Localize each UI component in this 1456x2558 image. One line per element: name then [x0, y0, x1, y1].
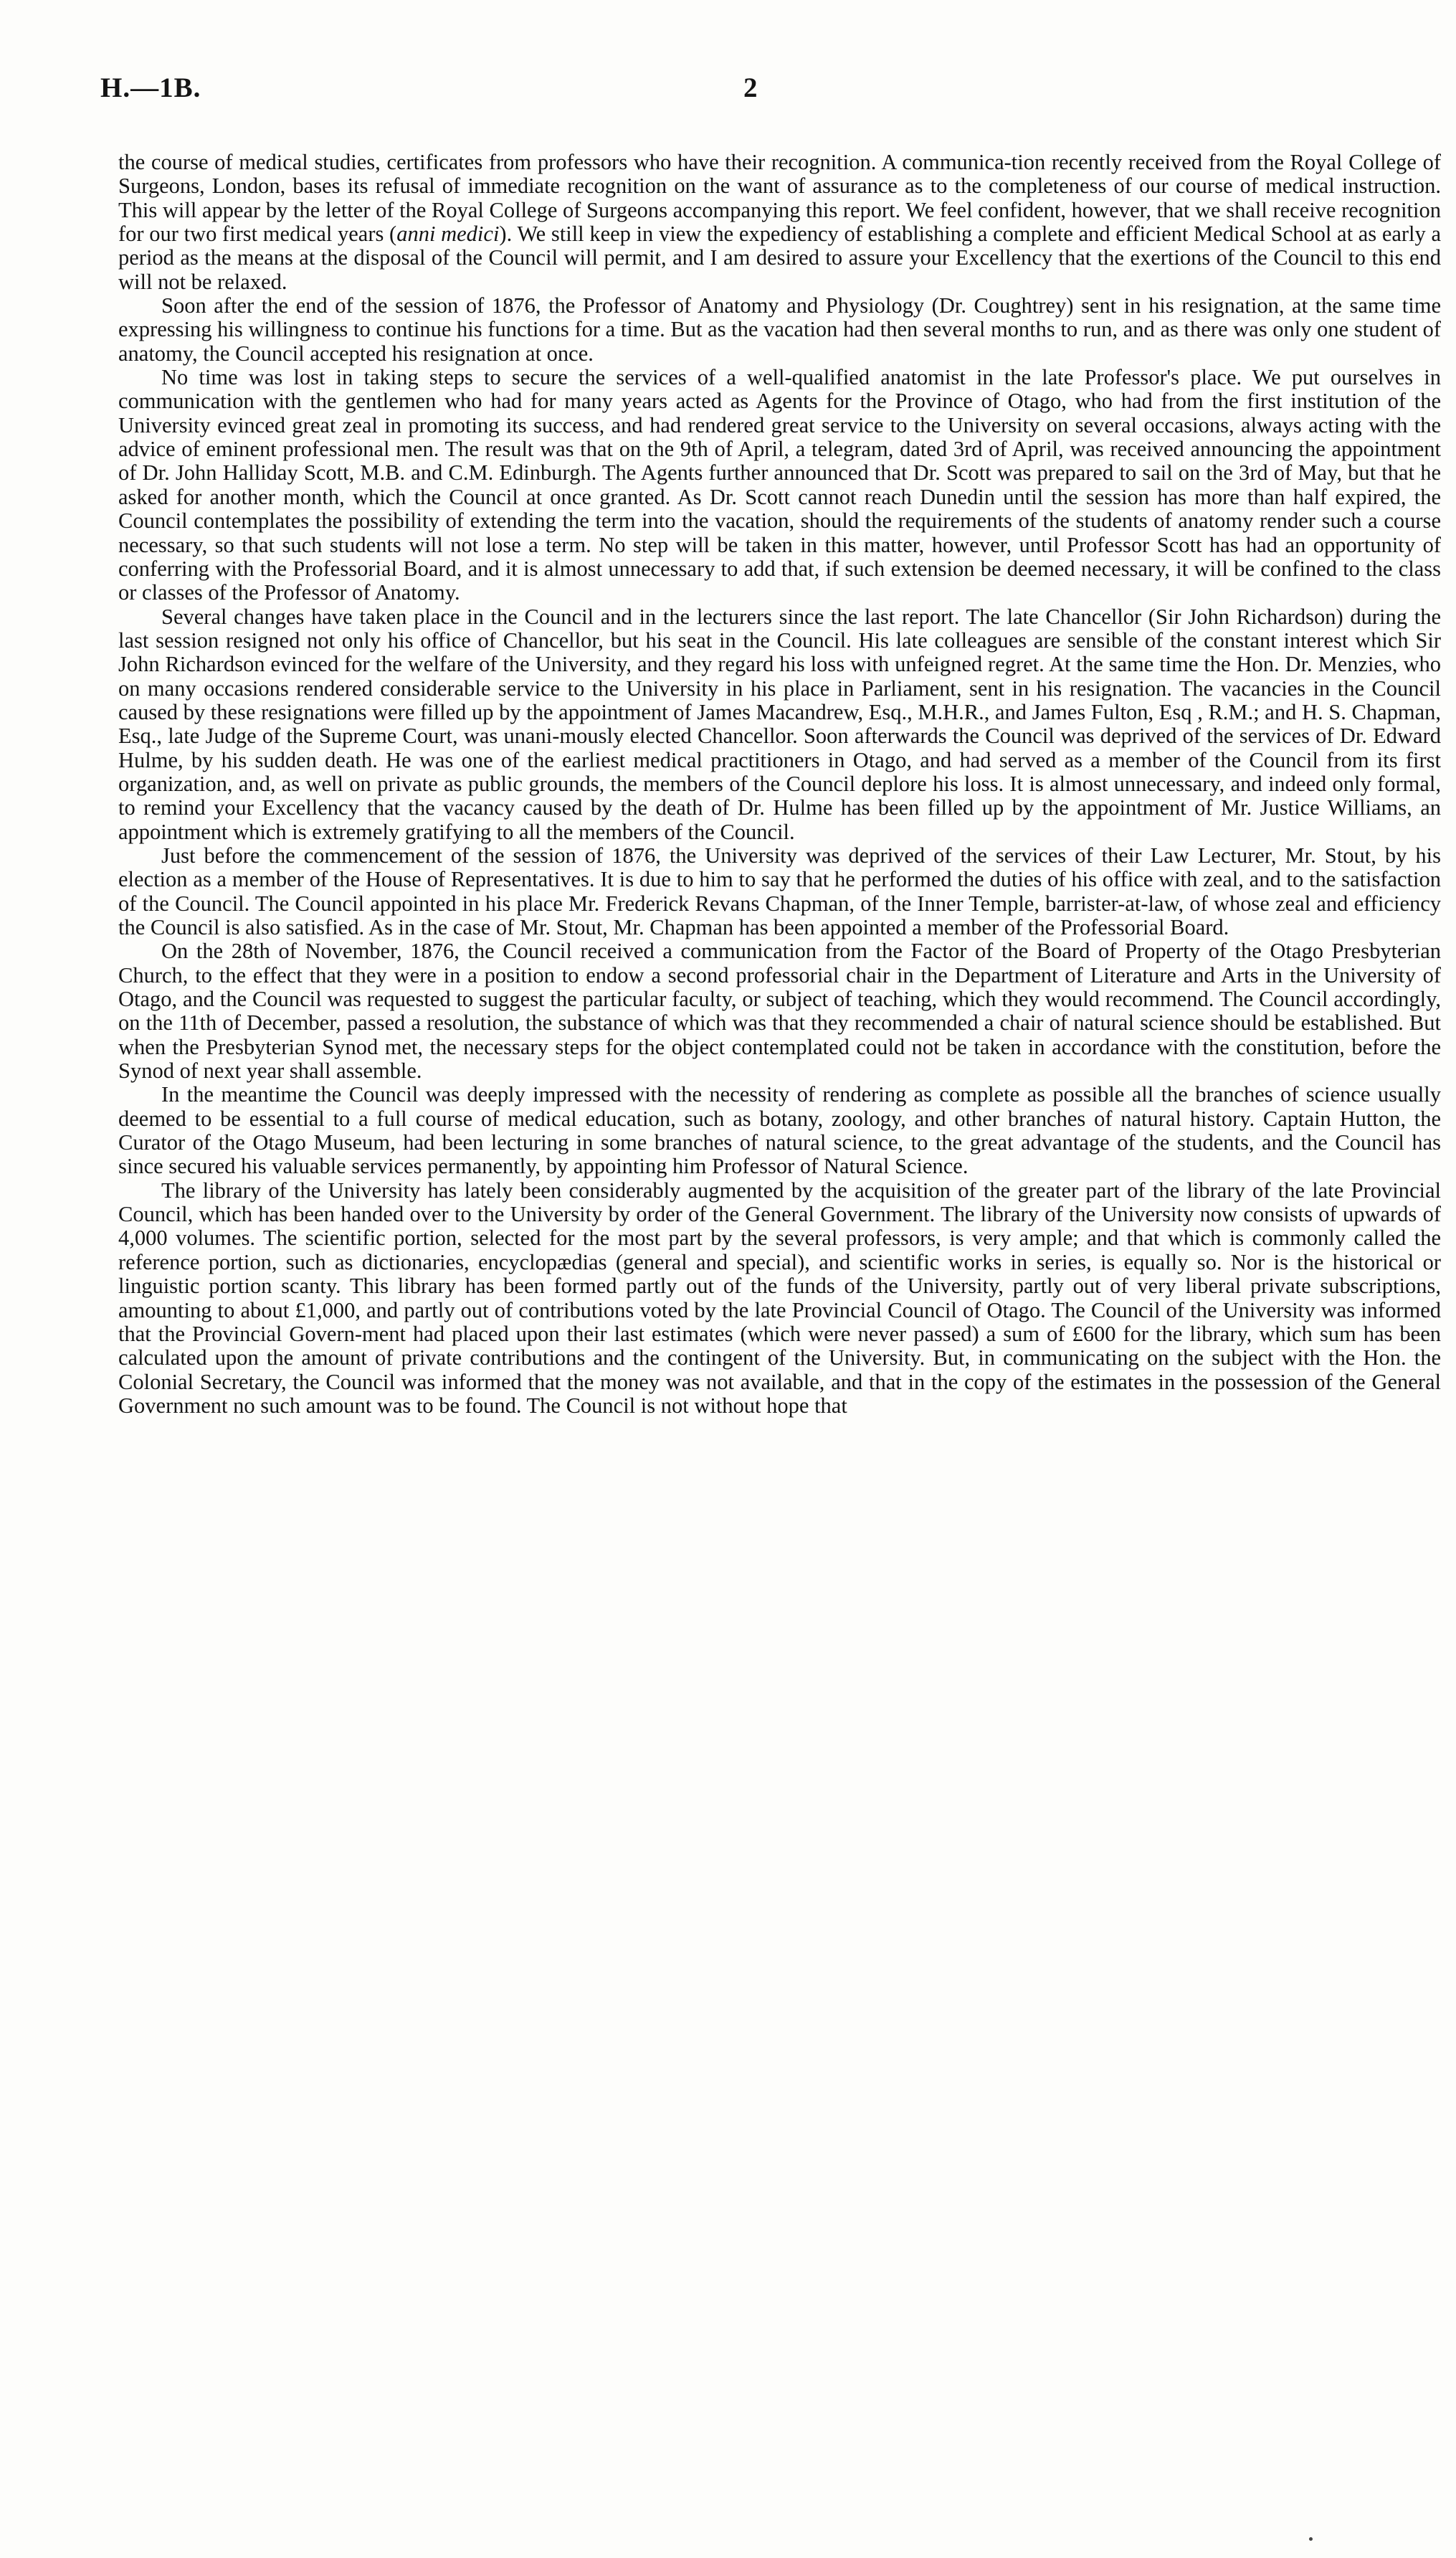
paragraph-text: ). We still keep in view the expediency of establishing a complete and efficient Medical School at as early a period as the means at the disposal of the Council will permit, and I am desired to assure your Excellency that the exertions of the Council to this end will not be relaxed. — [118, 222, 1441, 294]
paragraph-natural-science: In the meantime the Council was deeply impressed with the necessity of rendering as complete as possible all the branches of science usually deemed to be essential to a full course of medical education, such as botany, zoology, and other branches of natural history. Captain Hutton, the Curator of the Otago Museum, had been lecturing in some branches of natural science, to the great advantage of the students, and the Council has since secured his valuable services permanently, by appointing him Professor of Natural Science. — [118, 1082, 1441, 1179]
italic-phrase: anni medici — [396, 222, 500, 247]
paragraph-council-changes: Several changes have taken place in the Council and in the lecturers since the last report. The late Chancellor (Sir John Richardson) during the last session resigned not only his office of Chancellor, but his seat in the Council. His late colleagues are sensible of the constant interest which Sir John Richardson evinced for the welfare of the University, and they regard his loss with unfeigned regret. At the same time the Hon. Dr. Menzies, who on many occasions rendered considerable service to the University in his place in Parliament, sent in his resignation. The vacancies in the Council caused by these resignations were filled up by the appointment of James Macandrew, Esq., M.H.R., and James Fulton, Esq , R.M.; and H. S. Chapman, Esq., late Judge of the Supreme Court, was unani-mously elected Chancellor. Soon afterwards the Council was deprived of the services of Dr. Edward Hulme, by his sudden death. He was one of the earliest medical practitioners in Otago, and had served as a member of the Council from its first organization, and, as well on private as public grounds, the members of the Council deplore his loss. It is almost unnecessary, and indeed only formal, to remind your Excellency that the vacancy caused by the death of Dr. Hulme has been filled up by the appointment of Mr. Justice Williams, an appointment which is extremely gratifying to all the members of the Council. — [118, 604, 1441, 844]
report-body — [118, 151, 1441, 2417]
page-header — [100, 72, 1441, 115]
paragraph-text: the course of medical studies, certificates from professors who have their recognition. A communica-tion recently received from the Royal College of Surgeons, London, bases its refusal of immediate recognition on the want of assurance as to the completeness of our course of medical instruction. This will appear by the letter of the Royal College of Surgeons accompanying this report. We feel confident, however, that we shall receive recognition for our two first medical years ( — [118, 151, 1441, 247]
paragraph-professorial-chair: On the 28th of November, 1876, the Council received a communication from the Factor of the Board of Property of the Otago Presbyterian Church, to the effect that they were in a position to endow a second professorial chair in the Department of Literature and Arts in the University of Otago, and the Council was requested to suggest the particular faculty, or subject of teaching, which they would recommend. The Council accordingly, on the 11th of December, passed a resolution, the substance of which was that they recommended a chair of natural science should be established. But when the Presbyterian Synod met, the necessary steps for the object contemplated could not be taken in accordance with the constitution, before the Synod of next year shall assemble. — [118, 939, 1441, 1084]
page-number: 2 — [743, 72, 758, 103]
paragraph-law-lecturer: Just before the commencement of the session of 1876, the University was deprived of the services of their Law Lecturer, Mr. Stout, by his election as a member of the House of Representatives. It is due to him to say that he performed the duties of his office with zeal, and to the satisfaction of the Council. The Council appointed in his place Mr. Frederick Revans Chapman, of the Inner Temple, barrister-at-law, of whose zeal and efficiency the Council is also satisfied. As in the case of Mr. Stout, Mr. Chapman has been appointed a member of the Professorial Board. — [118, 843, 1441, 939]
document-reference: H.—1B. — [100, 72, 201, 103]
paragraph-medical-school — [118, 151, 1441, 294]
paragraph-library: The library of the University has lately been considerably augmented by the acquisition of the greater part of the library of the late Provincial Council, which has been handed over to the University by order of the General Government. The library of the University now consists of upwards of 4,000 volumes. The scientific portion, selected for the most part by the several professors, is very ample; and that which is commonly called the reference portion, such as dictionaries, encyclopædias (general and special), and scientific works in series, is equally so. Nor is the historical or linguistic portion scanty. This library has been formed partly out of the funds of the University, partly out of very liberal private subscriptions, amounting to about £1,000, and partly out of contributions voted by the late Provincial Council of Otago. The Council of the University was informed that the Provincial Govern-ment had placed upon their last estimates (which were never passed) a sum of £600 for the library, which sum has been calculated upon the amount of private contributions and the contingent of the University. But, in communicating on the subject with the Hon. the Colonial Secretary, the Council was informed that the money was not available, and that in the copy of the estimates in the possession of the General Government no such amount was to be found. The Council is not without hope that — [118, 1178, 1441, 1418]
paragraph-anatomy-resignation: Soon after the end of the session of 1876, the Professor of Anatomy and Physiology (Dr. Coughtrey) sent in his resignation, at the same time expressing his willingness to continue his functions for a time. But as the vacation had then several months to run, and as there was only one student of anatomy, the Council accepted his resignation at once. — [118, 293, 1441, 366]
scan-speck — [1309, 2537, 1313, 2541]
paragraph-new-anatomist: No time was lost in taking steps to secure the services of a well-qualified anatomist in the late Professor's place. We put ourselves in communication with the gentlemen who had for many years acted as Agents for the Province of Otago, who had from the first institution of the University evinced great zeal in promoting its success, and had rendered great service to the University on several occasions, always acting with the advice of eminent professional men. The result was that on the 9th of April, a telegram, dated 3rd of April, was received announcing the appointment of Dr. John Halliday Scott, M.B. and C.M. Edinburgh. The Agents further announced that Dr. Scott was prepared to sail on the 3rd of May, but that he asked for another month, which the Council at once granted. As Dr. Scott cannot reach Dunedin until the session has more than half expired, the Council contemplates the possibility of extending the term into the vacation, should the requirements of the students of anatomy render such a course necessary, so that such students will not lose a term. No step will be taken in this matter, however, until Professor Scott has had an opportunity of conferring with the Professorial Board, and it is almost unnecessary to add that, if such extension be deemed necessary, it will be confined to the class or classes of the Professor of Anatomy. — [118, 365, 1441, 605]
